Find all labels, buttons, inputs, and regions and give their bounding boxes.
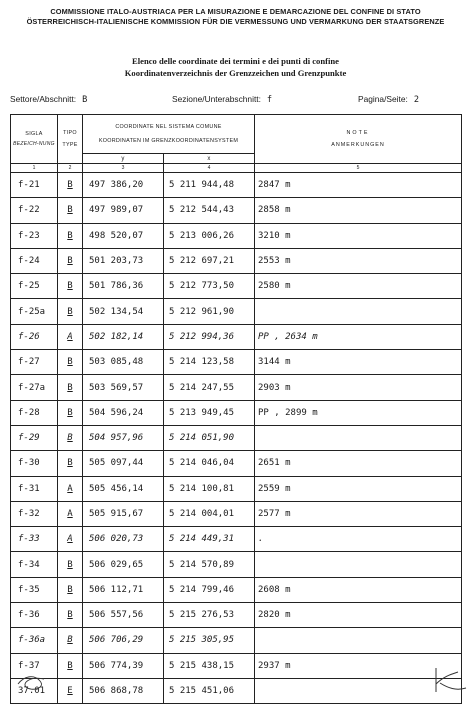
note-cell: PP , 2634 m	[255, 324, 462, 349]
table-row	[11, 173, 462, 198]
tipo-value: B	[67, 660, 73, 671]
tipo-cell	[58, 274, 83, 299]
coordinate-y-cell: 503 085,48	[83, 350, 164, 375]
note-cell: 3144 m	[255, 350, 462, 375]
tipo-value: B	[67, 230, 73, 241]
tipo-cell	[58, 552, 83, 577]
col-header-tipo	[58, 115, 83, 164]
tipo-value: B	[67, 584, 73, 595]
sigla-cell: f-22	[11, 198, 58, 223]
note-cell: 2820 m	[255, 603, 462, 628]
tipo-cell	[58, 603, 83, 628]
table-row	[11, 425, 462, 450]
sigla-cell: f-27	[11, 350, 58, 375]
tipo-value: B	[67, 610, 73, 621]
note-cell: 2903 m	[255, 375, 462, 400]
col-header-x: x	[164, 154, 255, 164]
coordinate-y-cell: 502 134,54	[83, 299, 164, 324]
tipo-cell	[58, 678, 83, 703]
tipo-value: B	[67, 256, 73, 267]
table-row	[11, 198, 462, 223]
bezeichnung-label: BEZEICH-NUNG	[13, 140, 55, 147]
coordinate-x-cell: 5 214 123,58	[164, 350, 255, 375]
coordinate-x-cell: 5 213 006,26	[164, 223, 255, 248]
sigla-cell: f-31	[11, 476, 58, 501]
sigla-cell: f-32	[11, 501, 58, 526]
settore-field	[10, 94, 87, 105]
col-number-3: 3	[83, 164, 164, 173]
coordinate-x-cell: 5 212 697,21	[164, 248, 255, 273]
note-cell: 2580 m	[255, 274, 462, 299]
tipo-value: B	[67, 559, 73, 570]
tipo-cell	[58, 628, 83, 653]
coordinate-x-cell: 5 211 944,48	[164, 173, 255, 198]
table-row	[11, 577, 462, 602]
tipo-cell	[58, 653, 83, 678]
coordinate-x-cell: 5 212 961,90	[164, 299, 255, 324]
tipo-cell	[58, 350, 83, 375]
tipo-cell	[58, 198, 83, 223]
sigla-cell: f-21	[11, 173, 58, 198]
coordinate-y-cell: 497 386,20	[83, 173, 164, 198]
tipo-value: B	[67, 306, 73, 317]
coordinate-y-cell: 501 786,36	[83, 274, 164, 299]
tipo-value: A	[67, 331, 73, 342]
table-row	[11, 678, 462, 703]
coord-label-german: KOORDINATEN IM GRENZKOORDINATENSYSTEM	[98, 138, 239, 144]
col-header-coordinates	[83, 115, 255, 154]
commission-title-german: ÖSTERREICHISCH-ITALIENISCHE KOMMISSION FÜR DIE VERMESSUNG UND VERMARKUNG DER STAATSGRENZE	[26, 17, 445, 26]
note-cell: 2651 m	[255, 451, 462, 476]
tipo-cell	[58, 223, 83, 248]
table-row	[11, 400, 462, 425]
sigla-cell: f-29	[11, 425, 58, 450]
coordinate-x-cell: 5 212 544,43	[164, 198, 255, 223]
table-row	[11, 603, 462, 628]
sigla-cell: f-30	[11, 451, 58, 476]
table-row	[11, 248, 462, 273]
note-label: NOTE	[346, 130, 370, 136]
sigla-label: SIGLA	[25, 130, 43, 137]
coordinate-y-cell: 501 203,73	[83, 248, 164, 273]
note-cell: PP , 2899 m	[255, 400, 462, 425]
coordinate-x-cell: 5 215 438,15	[164, 653, 255, 678]
coordinate-x-cell: 5 214 799,46	[164, 577, 255, 602]
anmerkungen-label: ANMERKUNGEN	[331, 142, 385, 148]
coordinate-y-cell: 498 520,07	[83, 223, 164, 248]
sigla-cell: f-33	[11, 527, 58, 552]
tipo-cell	[58, 400, 83, 425]
tipo-value: B	[67, 407, 73, 418]
sigla-cell: 37.01	[11, 678, 58, 703]
pagina-value: 2	[413, 95, 420, 105]
coordinate-x-cell: 5 214 100,81	[164, 476, 255, 501]
sigla-cell: f-27a	[11, 375, 58, 400]
coordinate-y-cell: 504 957,96	[83, 425, 164, 450]
table-row	[11, 274, 462, 299]
coordinate-x-cell: 5 213 949,45	[164, 400, 255, 425]
sigla-cell: f-28	[11, 400, 58, 425]
note-cell: 2577 m	[255, 501, 462, 526]
coordinate-y-cell: 503 569,57	[83, 375, 164, 400]
coord-label-italian: COORDINATE NEL SISTEMA COMUNE	[115, 124, 222, 130]
col-header-y: y	[83, 154, 164, 164]
col-number-4: 4	[164, 164, 255, 173]
sezione-field	[172, 94, 272, 105]
table-body	[11, 173, 462, 704]
sigla-cell: f-26	[11, 324, 58, 349]
sigla-cell: f-25a	[11, 299, 58, 324]
col-number-5: 5	[255, 164, 462, 173]
tipo-value: A	[67, 534, 73, 545]
coordinate-y-cell: 506 557,56	[83, 603, 164, 628]
coordinate-y-cell: 506 706,29	[83, 628, 164, 653]
pagina-label: Pagina/Seite:	[358, 94, 408, 104]
settore-label: Settore/Abschnitt:	[10, 94, 77, 104]
coordinate-x-cell: 5 214 004,01	[164, 501, 255, 526]
sigla-cell: f-25	[11, 274, 58, 299]
table-row	[11, 653, 462, 678]
col-header-note	[255, 115, 462, 164]
tipo-cell	[58, 173, 83, 198]
note-cell: 2937 m	[255, 653, 462, 678]
tipo-cell	[58, 501, 83, 526]
tipo-cell	[58, 476, 83, 501]
coordinate-y-cell: 506 020,73	[83, 527, 164, 552]
sigla-cell: f-34	[11, 552, 58, 577]
sigla-cell: f-23	[11, 223, 58, 248]
sezione-value: f	[266, 95, 273, 105]
sigla-cell: f-37	[11, 653, 58, 678]
coordinate-y-cell: 506 774,39	[83, 653, 164, 678]
tipo-cell	[58, 299, 83, 324]
coordinate-y-cell: 497 989,07	[83, 198, 164, 223]
coordinate-y-cell: 506 112,71	[83, 577, 164, 602]
note-cell	[255, 425, 462, 450]
tipo-cell	[58, 324, 83, 349]
coordinate-x-cell: 5 215 305,95	[164, 628, 255, 653]
sigla-cell: f-24	[11, 248, 58, 273]
table-row	[11, 527, 462, 552]
coordinate-x-cell: 5 214 247,55	[164, 375, 255, 400]
tipo-cell	[58, 248, 83, 273]
table-row	[11, 628, 462, 653]
note-cell	[255, 678, 462, 703]
table-row	[11, 501, 462, 526]
tipo-value: B	[67, 382, 73, 393]
coordinate-y-cell: 505 456,14	[83, 476, 164, 501]
sigla-cell: f-36a	[11, 628, 58, 653]
coordinate-y-cell: 505 097,44	[83, 451, 164, 476]
tipo-value: E	[67, 686, 73, 697]
note-cell: 3210 m	[255, 223, 462, 248]
table-row	[11, 299, 462, 324]
note-cell: 2559 m	[255, 476, 462, 501]
col-number-1: 1	[11, 164, 58, 173]
tipo-cell	[58, 375, 83, 400]
tipo-value: B	[67, 205, 73, 216]
sigla-cell: f-36	[11, 603, 58, 628]
coordinate-y-cell: 504 596,24	[83, 400, 164, 425]
col-number-2: 2	[58, 164, 83, 173]
coordinates-table	[10, 114, 462, 704]
tipo-value: B	[67, 180, 73, 191]
table-row	[11, 552, 462, 577]
table-row	[11, 375, 462, 400]
sezione-label: Sezione/Unterabschnitt:	[172, 94, 261, 104]
note-cell	[255, 628, 462, 653]
table-row	[11, 324, 462, 349]
coordinate-x-cell: 5 214 046,04	[164, 451, 255, 476]
coordinate-y-cell: 505 915,67	[83, 501, 164, 526]
note-cell: 2608 m	[255, 577, 462, 602]
tipo-value: B	[67, 635, 73, 646]
note-cell: 2858 m	[255, 198, 462, 223]
tipo-value: A	[67, 483, 73, 494]
document-title-italian: Elenco delle coordinate dei termini e dei punti di confine	[132, 56, 339, 66]
sigla-cell: f-35	[11, 577, 58, 602]
table-row	[11, 451, 462, 476]
commission-title-italian: COMMISSIONE ITALO-AUSTRIACA PER LA MISURAZIONE E DEMARCAZIONE DEL CONFINE DI STATO	[50, 7, 421, 16]
tipo-label: TIPO	[63, 130, 77, 136]
coordinate-x-cell: 5 212 773,50	[164, 274, 255, 299]
tipo-value: A	[67, 509, 73, 519]
tipo-cell	[58, 527, 83, 552]
coordinate-y-cell: 506 029,65	[83, 552, 164, 577]
col-header-sigla	[11, 115, 58, 164]
coordinate-x-cell: 5 214 051,90	[164, 425, 255, 450]
coordinate-x-cell: 5 215 451,06	[164, 678, 255, 703]
note-cell: 2553 m	[255, 248, 462, 273]
note-cell: 2847 m	[255, 173, 462, 198]
tipo-cell	[58, 425, 83, 450]
tipo-cell	[58, 451, 83, 476]
note-cell: .	[255, 527, 462, 552]
tipo-value: B	[67, 433, 73, 444]
tipo-value: B	[67, 357, 73, 368]
coordinate-x-cell: 5 214 449,31	[164, 527, 255, 552]
table-row	[11, 350, 462, 375]
note-cell	[255, 552, 462, 577]
settore-value: B	[82, 95, 88, 105]
table-row	[11, 476, 462, 501]
tipo-cell	[58, 577, 83, 602]
coordinate-y-cell: 502 182,14	[83, 324, 164, 349]
document-title-german: Koordinatenverzeichnis der Grenzzeichen und Grenzpunkte	[124, 68, 347, 78]
pagina-field	[358, 94, 419, 105]
coordinate-x-cell: 5 215 276,53	[164, 603, 255, 628]
coordinate-x-cell: 5 212 994,36	[164, 324, 255, 349]
coordinate-x-cell: 5 214 570,89	[164, 552, 255, 577]
tipo-value: B	[67, 281, 73, 292]
note-cell	[255, 299, 462, 324]
table-row	[11, 223, 462, 248]
coordinate-y-cell: 506 868,78	[83, 678, 164, 703]
type-label: TYPE	[62, 142, 78, 148]
tipo-value: B	[67, 458, 73, 469]
